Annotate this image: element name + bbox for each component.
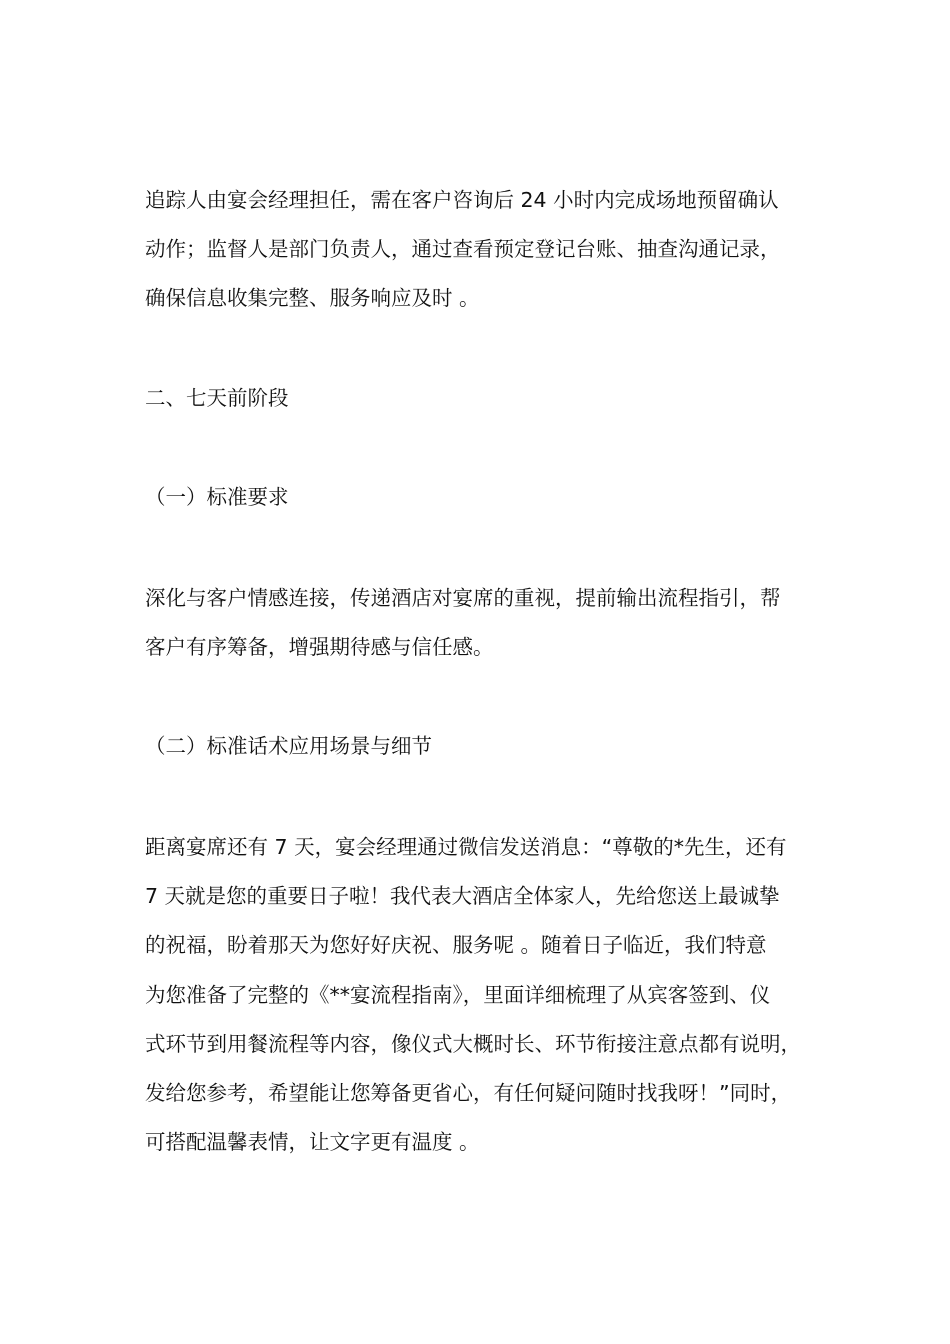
text-line: 距离宴席还有 7 天，宴会经理通过微信发送消息：“尊敬的*先生，还有	[145, 835, 787, 859]
text-line: 动作；监督人是部门负责人，通过查看预定登记台账、抽查沟通记录，	[145, 237, 781, 261]
text-line: 式环节到用餐流程等内容，像仪式大概时长、环节衔接注意点都有说明，	[145, 1032, 801, 1056]
text-line: 确保信息收集完整、服务响应及时 。	[145, 286, 480, 310]
section-heading: 二、七天前阶段	[145, 386, 289, 410]
text-line: 7 天就是您的重要日子啦！我代表大酒店全体家人，先给您送上最诚挚	[145, 884, 780, 908]
text-line: 为您准备了完整的《**宴流程指南》，里面详细梳理了从宾客签到、仪	[145, 983, 771, 1007]
text-line: 深化与客户情感连接，传递酒店对宴席的重视，提前输出流程指引，帮	[145, 586, 781, 610]
text-line: 客户有序筹备，增强期待感与信任感。	[145, 635, 494, 659]
text-line: 的祝福，盼着那天为您好好庆祝、服务呢 。随着日子临近，我们特意	[145, 933, 767, 957]
text-line: 发给您参考，希望能让您筹备更省心，有任何疑问随时找我呀！”同时，	[145, 1081, 792, 1105]
subsection-heading: （一）标准要求	[145, 485, 289, 509]
subsection-heading: （二）标准话术应用场景与细节	[145, 734, 432, 758]
text-line: 追踪人由宴会经理担任，需在客户咨询后 24 小时内完成场地预留确认	[145, 188, 779, 212]
text-line: 可搭配温馨表情，让文字更有温度 。	[145, 1130, 480, 1154]
